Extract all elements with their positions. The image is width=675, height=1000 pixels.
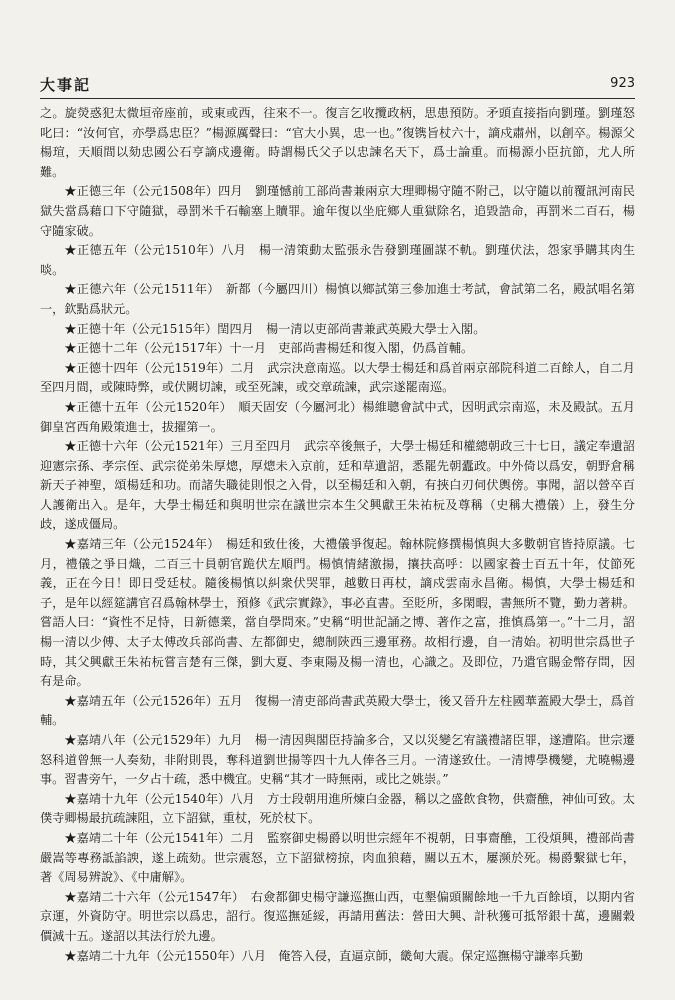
entry-paragraph: ★正德十六年（公元1521年）三月至四月 武宗卒後無子，大學士楊廷和權總朝政三十七日，議定奉遺詔迎憲宗孫、孝宗侄、武宗從弟朱厚熜，厚熜未入京前，廷和草遺詔，悉罷先朝蠹政。中外倚以爲安，朝野倉稱新天子神聖，頌楊廷和功。而諸失職徒則恨之入骨，以至楊廷和入朝，有挾白刃伺伏輿傍。事聞，詔以營卒百人護衛出入。是年，大學士楊廷和與明世宗在議世宗本生父興獻王朱祐杬及尊稱（史稱大禮儀）上，發生分歧，遂成僵局。: [40, 439, 635, 532]
entry-paragraph: ★嘉靖二十年（公元1541年）二月 監察御史楊爵以明世宗經年不視朝，日事齋醮，工役煩興，禮部尚書嚴嵩等專務詆諂諛，遂上疏劾。世宗震怒，立下詔獄榜掠，肉血狼藉，關以五木，屢濒於死。楊爵繫獄七年，著《周易辨說》、《中庸解》。: [40, 830, 635, 885]
entry-paragraph: ★正德十五年（公元1520年） 順天固安（今屬河北）楊維聰會試中式，因明武宗南巡，未及殿試。五月御皇宮西角殿策進士，拔擢第一。: [40, 399, 635, 434]
entry-paragraph: ★嘉靖二十六年（公元1547年） 右僉都御史楊守謙巡撫山西，屯墾偏頭關餘地一千九百餘頃，以期内省京運，外資防守。明世宗以爲忠，詔行。復巡撫延綏，再請用舊法：營田大興、計秋獲可抵帑銀十萬，邊關穀價減十五。遂詔以其法行於九邊。: [40, 889, 635, 943]
entry-paragraph: ★嘉靖十九年（公元1540年）八月 方士段朝用進所煉白金器，稱以之盛飲食物，供齋醮，神仙可致。太僕寺卿楊最抗疏諫阻，立下詔獄，重杖，死於杖下。: [40, 791, 635, 826]
entry-paragraph: ★嘉靖八年（公元1529年）九月 楊一清因與閣臣持論多合，又以災變乞宥議禮諸臣罪，遂遭陷。世宗遷怒科道曾無一人奏劾，非附則畏，奪科道劉世揚等四十九人俸各三月。一清遂致仕。一清博學機變，尤曉暢邊事。習書旁午，一夕占十疏，悉中機宜。史稱“其才一時無兩，或比之姚崇。”: [40, 733, 635, 787]
body-text: [40, 104, 635, 966]
entry-paragraph: ★正德六年（公元1511年） 新都（今屬四川）楊慎以鄉試第三參加進士考試，會試第二名，殿試唱名第一，欽點爲狀元。: [40, 282, 635, 316]
entry-paragraph: ★嘉靖三年（公元1524年） 楊廷和致仕後，大禮儀爭復起。翰林院修撰楊慎與大多數朝官皆持原議。七月，禮儀之爭日熾，二百三十員朝官跪伏左順門。楊慎情緒激揚，攘扶高呼：以國家養士百五十年，仗節死義，正在今日！即日受廷杖。隨後楊慎以糾衆伏哭罪，越數日再杖，謫戍雲南永昌衛。楊慎，大學士楊廷和子，是年以經筵講官召爲翰林學士，預修《武宗實錄》，事必直書。至貶所，多閑暇，書無所不覽，勤力著耕。嘗語人曰：“資性不足恃，日新德業，當自學問來。”史稱“明世記誦之博、著作之富，推慎爲第一。”十二月，詔楊一清以少傅、太子太傅改兵部尚書、左都御史，總制陝西三邊軍務。故相行邊，自一清始。初明世宗爲世子時，其父興獻王朱祐杬嘗言楚有三傑，劉大夏、李東陽及楊一清也，心識之。及即位，乃遣官賜金幣存問，因有是命。: [40, 537, 635, 689]
entry-paragraph: ★正德十四年（公元1519年）二月 武宗決意南巡。以大學士楊廷和爲首兩京部院科道二百餘人，自二月至四月間，或陳時弊，或伏闕切諫，或至死諫，或交章疏諫，武宗遂罷南巡。: [40, 360, 635, 395]
entry-paragraph: ★正德十年（公元1515年）閏四月 楊一清以吏部尚書兼武英殿大學士入閣。: [64, 321, 486, 336]
entry-paragraph: ★正德五年（公元1510年）八月 楊一清策動太監張永告發劉瑾圖謀不軌。劉瑾伏法，怨家爭購其肉生啖。: [40, 243, 635, 277]
entry-paragraph: ★正德十二年（公元1517年）十一月 吏部尚書楊廷和復入閣，仍爲首輔。: [64, 341, 474, 356]
page-number: 923: [610, 76, 635, 91]
entry-paragraph: ★正德三年（公元1508年）四月 劉瑾憾前工部尚書兼兩京大理卿楊守隨不附己，以守隨以前覆訊河南民獄失當爲藉口下守隨獄，尋罰米千石輸塞上贖罪。逾年復以坐庇鄉人重獄除名，追毀誥命，再罰米二百石，楊守隨家破。: [40, 184, 635, 238]
entry-paragraph: ★嘉靖二十九年（公元1550年）八月 俺答入侵，直逼京師，畿甸大震。保定巡撫楊守謙率兵勤: [64, 948, 583, 963]
running-header: [40, 70, 635, 99]
section-label: 大事記: [40, 76, 92, 94]
entry-paragraph: ★嘉靖五年（公元1526年）五月 復楊一清吏部尚書武英殿大學士，後又晉升左柱國華蓋殿大學士，爲首輔。: [40, 693, 635, 728]
paragraph-continuation: 之。旋熒惑犯太微垣帝座前，或東或西，往來不一。復言乞收攬政柄，思患預防。矛頭直接指向劉瑾。劉瑾怒叱曰：“汝何官，亦學爲忠臣？”楊源厲聲曰：“官大小異，忠一也。”復镌旨杖六十，謫戍肅州，以創卒。楊源父楊瑄，天順間以劾忠國公石亨謫戍邊衛。時謂楊氏父子以忠諫名天下，爲士論重。而楊源小臣抗節，尤人所難。: [40, 106, 635, 179]
